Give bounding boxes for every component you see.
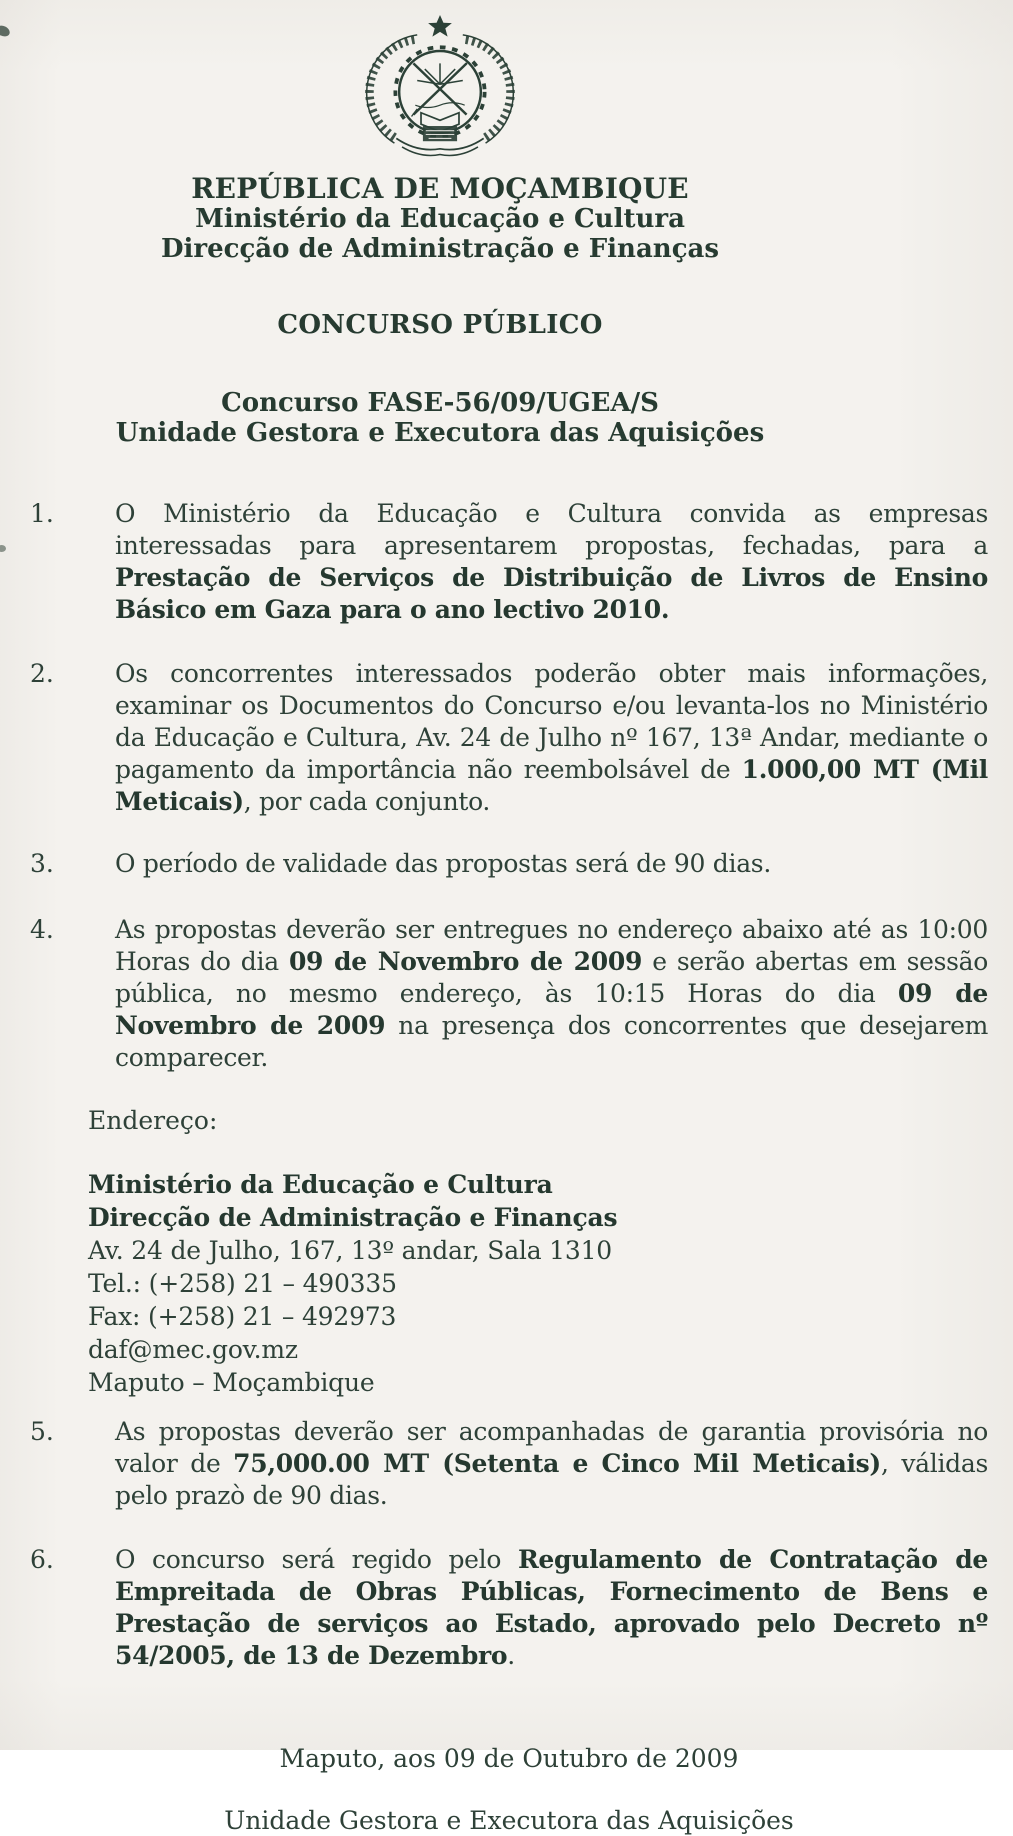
directorate-name: Direcção de Administração e Finanças [160,234,720,264]
text-segment: O concurso será regido pelo [115,1545,518,1574]
text-segment: e serão abertas em sessão pública, no mesmo endereço, às 10:15 Horas do dia [115,947,989,1008]
text-segment: Os concorrentes interessados poderão obter mais informações, examinar os Documentos do Concurso e/ou levanta-los no Ministério da Educação e Cultura, Av. 24 de Julho nº 167, 13ª Andar, mediante o pagamento da importância não reembolsável de [115,659,988,784]
item-number: 2. [30,659,54,688]
tender-item-6 [30,1544,988,1672]
item-text [115,658,988,818]
item-text [115,914,988,1074]
text-segment: 09 de Novembro de 2009 [288,947,643,976]
text-segment: . [507,1641,515,1670]
item-text [115,498,988,626]
text-segment: As propostas deverão ser entregues no endereço abaixo até as 10:00 Horas do dia [115,915,988,976]
republic-title: REPÚBLICA DE MOÇAMBIQUE [191,172,689,205]
text-segment: O Ministério da Educação e Cultura convida as empresas interessadas para apresentarem propostas, fechadas, para a [115,499,988,560]
tender-item-2 [30,658,988,818]
item-number: 4. [30,915,54,944]
address-line-directorate: Direcção de Administração e Finanças [88,1203,618,1232]
tender-reference: Concurso FASE-56/09/UGEA/S [221,388,659,418]
signature-line: Unidade Gestora e Executora das Aquisições [224,1806,794,1835]
dateline: Maputo, aos 09 de Outubro de 2009 [279,1744,739,1773]
text-segment: As propostas deverão ser acompanhadas de garantia provisória no valor de [115,1417,988,1478]
tender-item-4 [30,914,988,1074]
text-segment: na presença dos concorrentes que desejarem comparecer. [115,1011,988,1072]
text-segment: 09 de Novembro de 2009 [115,979,988,1040]
ministry-name: Ministério da Educação e Cultura [195,204,685,234]
document-header [30,12,850,448]
address-line-ministry: Ministério da Educação e Cultura [88,1170,553,1199]
address-line-phone: Tel.: (+258) 21 – 490335 [88,1269,397,1298]
tender-item-1 [30,498,988,626]
address-line-street: Av. 24 de Julho, 167, 13º andar, Sala 1310 [88,1236,612,1265]
tender-title: CONCURSO PÚBLICO [277,310,603,340]
text-segment: O período de validade das propostas será de 90 dias. [115,849,771,878]
tender-item-3 [30,848,988,880]
text-segment: , válidas pelo prazò de 90 dias. [115,1449,988,1510]
item-text [115,1544,988,1672]
tender-item-5 [30,1416,988,1512]
mozambique-coat-of-arms-icon [352,14,528,164]
item-number: 5. [30,1417,54,1446]
text-segment: , por cada conjunto. [243,787,491,816]
tender-clauses [30,498,988,1672]
address-line-email: daf@mec.gov.mz [88,1335,298,1364]
text-segment: 1.000,00 MT (Mil Meticais) [115,755,988,816]
text-segment: 75,000.00 MT (Setenta e Cinco Mil Meticais) [233,1449,881,1478]
address-label: Endereço: [88,1106,218,1135]
item-number: 3. [30,849,54,878]
address-line-fax: Fax: (+258) 21 – 492973 [88,1302,397,1331]
text-segment: Prestação de Serviços de Distribuição de Livros de Ensino Básico em Gaza para o ano lectivo 2010. [115,563,988,624]
address-line-city: Maputo – Moçambique [88,1368,375,1397]
item-number: 1. [30,499,54,528]
text-segment: Regulamento de Contratação de Empreitada de Obras Públicas, Fornecimento de Bens e Prestação de serviços ao Estado, aprovado pelo Decreto nº 54/2005, de 13 de Dezembro [115,1545,988,1670]
item-text [115,1416,988,1512]
item-number: 6. [30,1545,54,1574]
procurement-unit-name: Unidade Gestora e Executora das Aquisições [115,418,765,448]
address-block [88,1104,988,1399]
item-text [115,848,988,880]
